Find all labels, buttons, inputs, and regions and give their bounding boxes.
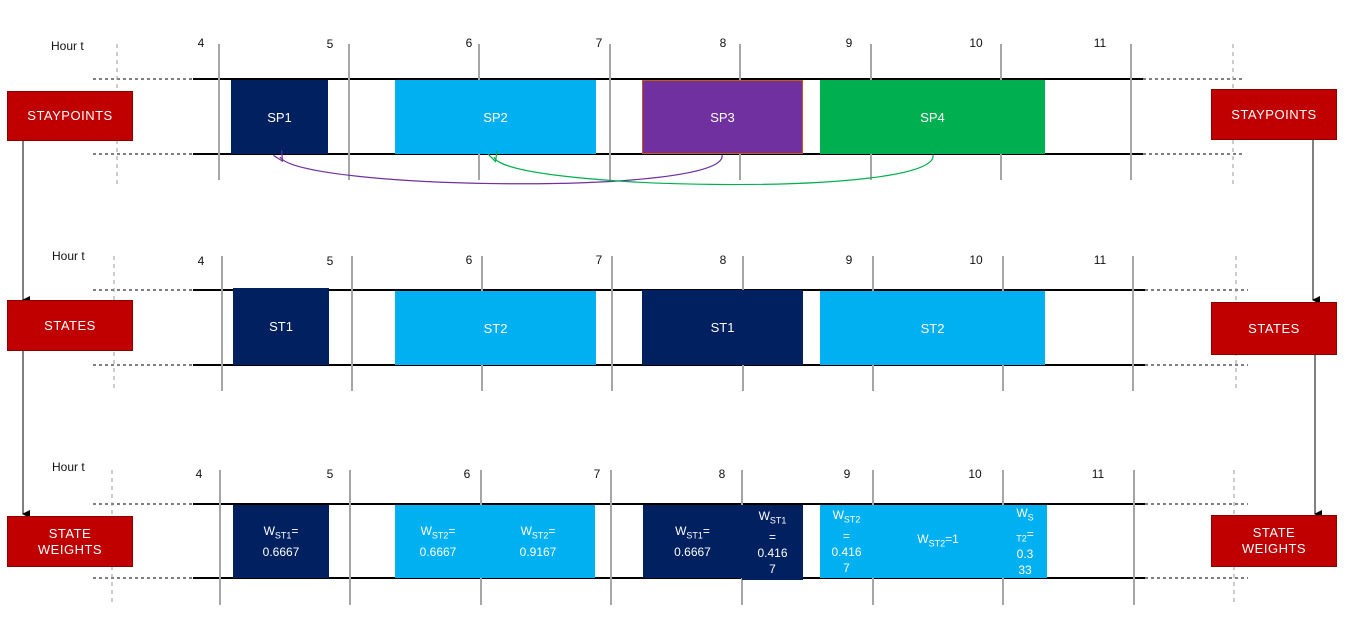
hour-tick: 8 bbox=[718, 467, 726, 481]
state-weights-label-line1: STATE bbox=[1252, 525, 1296, 540]
hour-tick: 11 bbox=[1093, 36, 1107, 50]
hour-tick: 9 bbox=[843, 467, 851, 481]
staypoint-sp2: SP2 bbox=[395, 80, 596, 154]
hour-tick: 4 bbox=[197, 36, 205, 50]
staypoints-label-left: STAYPOINTS bbox=[7, 91, 133, 141]
weight-block-4 bbox=[643, 505, 742, 578]
weight-text-1: $W_{ST1}=$ 0.6667 bbox=[262, 524, 300, 559]
staypoint-sp4: SP4 bbox=[820, 80, 1045, 154]
staypoint-sp1: SP1 bbox=[231, 80, 328, 154]
hour-tick: 6 bbox=[465, 253, 473, 267]
weight-block-5 bbox=[742, 505, 803, 580]
weight-block-6 bbox=[820, 505, 873, 578]
state-weights-label-line1: STATE bbox=[48, 525, 92, 541]
state-st2-a: ST2 bbox=[395, 291, 596, 365]
hour-tick: 5 bbox=[326, 37, 334, 51]
hour-tick: 5 bbox=[326, 254, 334, 268]
state-st1-a: ST1 bbox=[233, 288, 329, 365]
weight-text-8: $W_S$ $_{T2}$= 0.3 33 bbox=[1016, 506, 1034, 577]
weight-block-2 bbox=[395, 505, 481, 578]
staypoints-label-right: STAYPOINTS bbox=[1211, 89, 1337, 140]
hour-tick: 11 bbox=[1093, 253, 1107, 267]
weight-text-5: $W_{ST1}$ = 0.416 7 bbox=[757, 509, 788, 576]
hour-tick: 7 bbox=[595, 253, 603, 267]
weight-block-1 bbox=[233, 505, 329, 578]
hour-caption-row3: Hour t bbox=[52, 460, 85, 474]
hour-tick: 9 bbox=[845, 36, 853, 50]
state-weights-label-line2: WEIGHTS bbox=[1241, 541, 1307, 556]
state-st2-b: ST2 bbox=[820, 291, 1045, 365]
hour-tick: 4 bbox=[197, 254, 205, 268]
hour-tick: 10 bbox=[969, 253, 983, 267]
states-label-right: STATES bbox=[1211, 302, 1337, 355]
hour-tick: 11 bbox=[1091, 467, 1105, 481]
hour-tick: 6 bbox=[463, 467, 471, 481]
hour-tick: 9 bbox=[845, 253, 853, 267]
hour-tick: 10 bbox=[968, 467, 982, 481]
weight-text-7: $W_{ST2}=1$ bbox=[917, 532, 959, 549]
arc-sp3-to-sp1 bbox=[280, 155, 722, 184]
weight-block-8 bbox=[1003, 505, 1047, 578]
staypoint-sp3: SP3 bbox=[642, 80, 803, 154]
hour-tick: 8 bbox=[719, 253, 727, 267]
weight-text-2: $W_{ST2}=$ 0.6667 bbox=[419, 524, 457, 559]
weight-text-6: $W_{ST2}$ = 0.416 7 bbox=[831, 508, 862, 575]
weight-block-3 bbox=[481, 505, 595, 578]
state-weights-label-line2: WEIGHTS bbox=[37, 541, 103, 557]
hour-tick: 7 bbox=[595, 36, 603, 50]
hour-tick: 10 bbox=[969, 36, 983, 50]
hour-caption-row2: Hour t bbox=[52, 249, 85, 263]
hour-tick: 6 bbox=[465, 36, 473, 50]
state-st1-b: ST1 bbox=[642, 290, 803, 365]
states-label-left: STATES bbox=[7, 300, 133, 351]
hour-caption-row1: Hour t bbox=[51, 39, 84, 53]
weight-text-3: $W_{ST2}=$ 0.9167 bbox=[519, 524, 557, 559]
hour-tick: 7 bbox=[593, 467, 601, 481]
hour-tick: 5 bbox=[326, 467, 334, 481]
arc-sp4-to-sp2 bbox=[494, 155, 933, 185]
hour-tick: 8 bbox=[719, 36, 727, 50]
weight-text-4: $W_{ST1}=$ 0.6667 bbox=[674, 524, 711, 559]
weight-block-7 bbox=[873, 505, 1003, 578]
hour-tick: 4 bbox=[195, 467, 203, 481]
